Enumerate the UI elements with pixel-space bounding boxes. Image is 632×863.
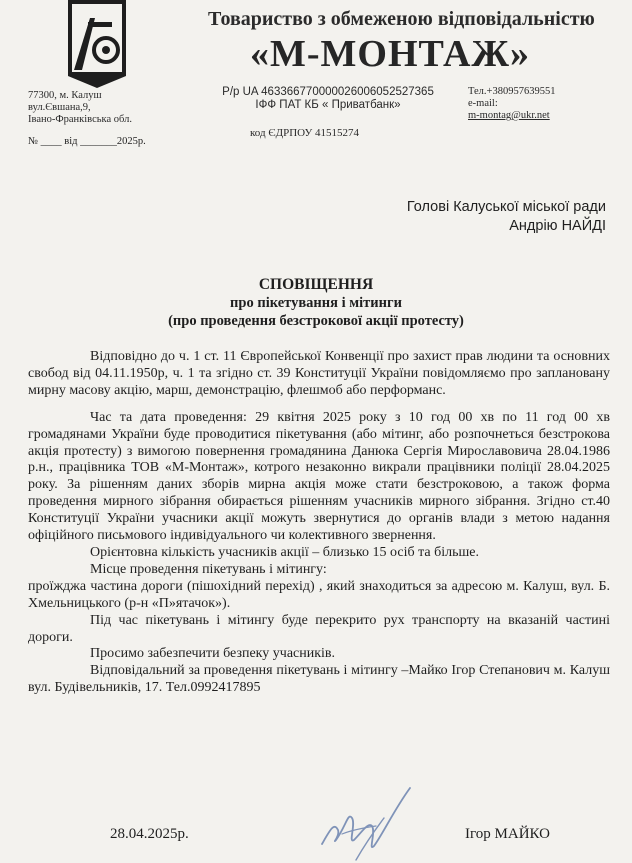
paragraph: Відповідальний за проведення пікетувань і мітингу –Майко Ігор Степанович м. Калуш вул. Будівельників, 17. Тел.0992417895 bbox=[28, 663, 610, 696]
signature-date: 28.04.2025р. bbox=[110, 826, 189, 842]
title-main: СПОВІЩЕННЯ bbox=[258, 276, 374, 293]
email-label: e-mail: bbox=[468, 98, 498, 109]
paragraph: Просимо забезпечити безпеку учасників. bbox=[90, 646, 336, 662]
addressee-position: Голові Калуської міської ради bbox=[406, 199, 606, 215]
bank-account: Р/р UA 463366770000026006052527365 bbox=[222, 86, 434, 98]
addressee bbox=[276, 198, 606, 236]
bank-name: ІФФ ПАТ КБ « Приватбанк» bbox=[255, 99, 401, 111]
company-type: Товариство з обмеженою відповідальністю bbox=[208, 8, 595, 30]
company-name: «М-МОНТАЖ» bbox=[250, 33, 530, 75]
address-line: Івано-Франківська обл. bbox=[28, 114, 132, 125]
body-text bbox=[28, 349, 610, 697]
paragraph: Час та дата проведення: 29 квітня 2025 року з 10 год 00 хв по 11 год 00 хв громадянами України буде проводитися пікетування (або мітинг, або розпочнеться безстрокова акція протесту) з вимогою повернення громадянина Данюка Сергія Мирославовича 28.04.1986 р.н., працівника ТОВ «М-Монтаж», котрого незаконно викрали працівники поліції 28.04.2025 року. За рішенням даних зборів мирна акція може стати безстроковою, а також форма проведення мирного зібрання обирається рішенням учасників мирного зібрання. Згідно ст.40 Конституції України учасники акції можуть звернутися до органів влади з метою надання офіційного письмового індивідуального чи колективного звернення. bbox=[28, 409, 610, 544]
paragraph: Відповідно до ч. 1 ст. 11 Європейської Конвенції про захист прав людини та основних свобод від 04.11.1950р, ч. 1 та згідно ст. 39 Конституції України повідомляємо про заплановану мирну масову акцію, марш, демонстрацію, флешмоб або перформанс. bbox=[28, 349, 610, 398]
document-title bbox=[0, 276, 632, 330]
title-subtitle-2: (про проведення безстрокової акції протесту) bbox=[168, 313, 464, 329]
handwritten-signature bbox=[312, 782, 422, 863]
paragraph: Орієнтовна кількість учасників акції – близько 15 осіб та більше. bbox=[90, 544, 479, 560]
addressee-name: Андрію НАЙДІ bbox=[509, 218, 606, 234]
paragraph: Під час пікетувань і мітингу буде перекрито рух транспорту на вказаній частині дороги. bbox=[28, 612, 610, 645]
company-address bbox=[28, 90, 198, 126]
company-logo-icon bbox=[62, 0, 132, 90]
registration-code: код ЄДРПОУ 41515274 bbox=[250, 127, 360, 139]
title-subtitle: про пікетування і мітинги bbox=[230, 295, 402, 311]
phone: Тел.+380957639551 bbox=[468, 86, 556, 97]
document-number-line: № ____ від _______2025р. bbox=[28, 136, 146, 147]
company-contacts bbox=[468, 86, 618, 122]
bank-details bbox=[198, 86, 458, 112]
paragraph: Місце проведення пікетувань і мітингу: bbox=[90, 561, 327, 577]
paragraph: проїжджа частина дороги (пішохідний перехід) , який знаходиться за адресою м. Калуш, вул. Б. Хмельницького (р-н «П»ятачок»). bbox=[28, 578, 610, 611]
signer-name: Ігор МАЙКО bbox=[465, 826, 550, 842]
address-line: вул.Євшана,9, bbox=[28, 102, 91, 113]
address-line: 77300, м. Калуш bbox=[28, 90, 102, 101]
email-link[interactable]: m-montag@ukr.net bbox=[468, 110, 550, 121]
